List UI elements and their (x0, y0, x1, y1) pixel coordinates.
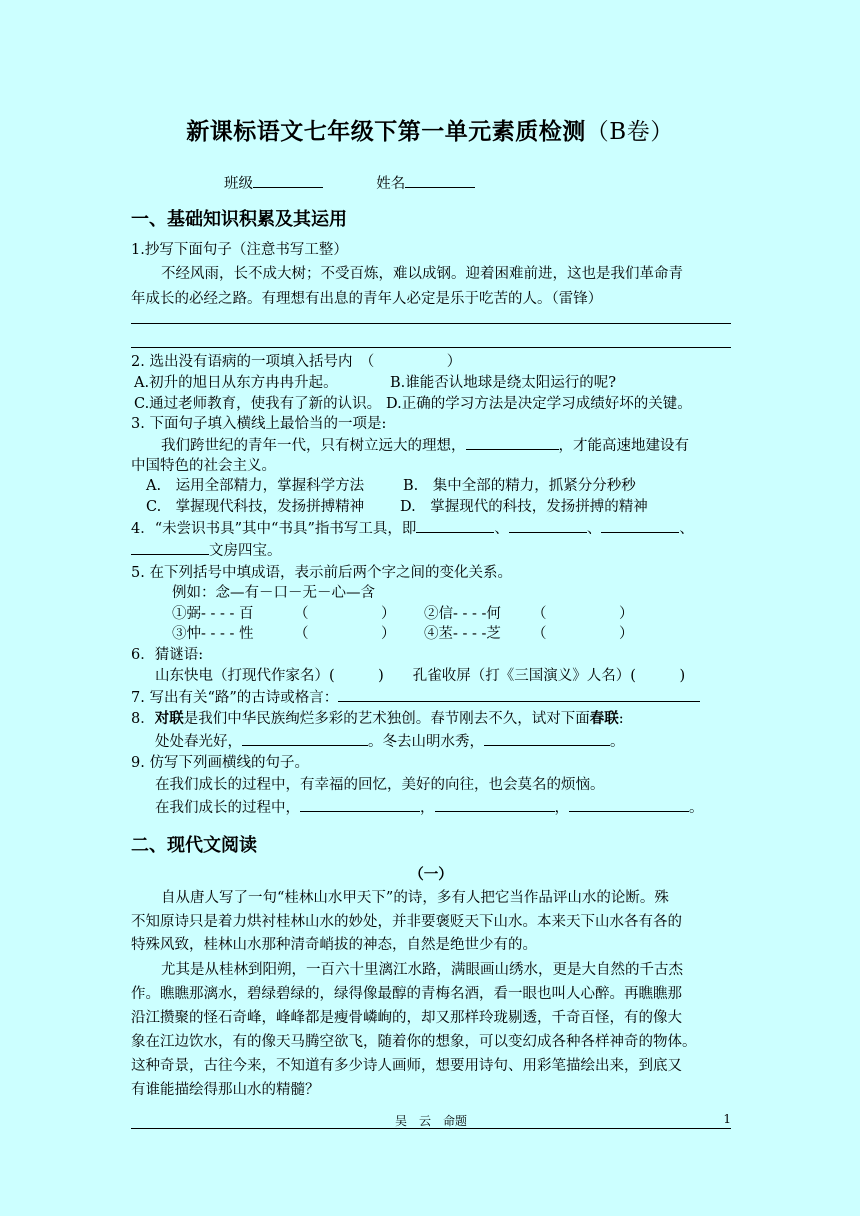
q4-line1 (131, 518, 731, 539)
title-text: 新课标语文七年级下第一单元素质检测 (186, 118, 586, 145)
q2-option-b: B.谁能否认地球是绕太阳运行的呢? (390, 375, 617, 391)
q6-riddles: 山东快电（打现代作家名）( ) 孔雀收屏（打《三国演义》人名）( ) (155, 668, 686, 684)
q4-blank-2[interactable] (509, 518, 587, 533)
q9-prompt: 9. 仿写下列画横线的句子。 (131, 755, 309, 771)
reading-p2-line5: 这种奇景，古往今来，不知道有多少诗人画师，想要用诗句、用彩笔描绘出来，到底又 (131, 1058, 682, 1074)
q3-prompt: 3. 下面句子填入横线上最恰当的一项是: (131, 416, 387, 432)
q3-text-a: 我们跨世纪的青年一代，只有树立远大的理想， (161, 438, 466, 454)
footer-author: 吴 云 命题 (394, 1114, 467, 1128)
q8-couplet-end: 。 (610, 734, 625, 750)
q3-option-d: D. 掌握现代的科技，发扬拼搏的精神 (400, 499, 648, 515)
q9-answer (155, 797, 755, 818)
q4-blank-4[interactable] (131, 540, 209, 555)
q5-example: 例如：念—有－口－无－心—含 (172, 585, 375, 601)
q4-separator: 、 (494, 521, 509, 537)
q8-number: 8． (131, 711, 155, 727)
title-suffix: （B卷） (585, 119, 674, 145)
q8-prompt (131, 709, 731, 729)
name-blank[interactable] (405, 173, 475, 188)
q8-bold-term: 对联 (154, 710, 184, 727)
q5-item-1: ①弼- - - - 百 (172, 606, 254, 622)
q9-blank-1[interactable] (300, 797, 420, 812)
section-heading-1: 一、基础知识积累及其运用 (131, 209, 347, 230)
q5-item-4: ④苤- - - -芝 (424, 626, 501, 642)
q7-blank[interactable] (338, 687, 700, 702)
q6-prompt: 6．猜谜语: (131, 647, 204, 663)
q4-blank-3[interactable] (601, 518, 679, 533)
q9-blank-3[interactable] (569, 797, 689, 812)
q8-couplet-start: 处处春光好， (155, 734, 242, 750)
q4-line2 (131, 540, 731, 561)
q5-prompt: 5. 在下列括号中填成语，表示前后两个字之间的变化关系。 (131, 565, 512, 581)
reading-p2-line6: 有谁能描绘得那山水的精髓？ (131, 1082, 320, 1098)
q2-option-a: A.初升的旭日从东方冉冉升起。 (134, 375, 338, 391)
q9-comma: ， (554, 800, 569, 816)
q8-blank-1[interactable] (242, 731, 368, 746)
q1-text-line1: 不经风雨，长不成大树；不受百炼，难以成钢。迎着困难前进，这也是我们革命青 (161, 266, 683, 282)
q8-blank-2[interactable] (484, 731, 610, 746)
q5-item-3: ③忡- - - - 性 (172, 626, 254, 642)
q3-option-a: A. 运用全部精力，掌握科学方法 (146, 478, 365, 494)
reading-p1-line1: 自从唐人写了一句“桂林山水甲天下”的诗，多有人把它当作品评山水的论断。殊 (161, 890, 669, 906)
q4-separator: 、 (586, 521, 602, 537)
q3-text-b: ，才能高速地建设有 (558, 438, 689, 454)
reading-p2-line1: 尤其是从桂林到阳朔，一百六十里漓江水路，满眼画山绣水，更是大自然的千古杰 (161, 962, 683, 978)
q3-blank[interactable] (466, 435, 559, 450)
section-heading-2: 二、现代文阅读 (131, 835, 257, 856)
reading-p2-line3: 沿江攒聚的怪石奇峰，峰峰都是瘦骨嶙峋的，却又那样玲珑剔透，千奇百怪，有的像大 (131, 1010, 682, 1026)
q9-answer-prefix: 在我们成长的过程中， (155, 800, 300, 816)
q3-option-b: B. 集中全部的精力，抓紧分分秒秒 (403, 478, 636, 494)
class-name-row (224, 173, 824, 194)
q4-blank-1[interactable] (416, 518, 494, 533)
reading-p2-line2: 作。瞧瞧那漓水，碧绿碧绿的，绿得像最醇的青梅名酒，看一眼也叫人心醉。再瞧瞧那 (131, 986, 682, 1002)
q8-bold-term-2: 春联 (589, 710, 619, 727)
q4-end: 文房四宝。 (209, 543, 282, 559)
name-label: 姓名 (376, 176, 406, 192)
q3-text-line2: 中国特色的社会主义。 (131, 458, 276, 474)
q7-line (131, 687, 731, 708)
q5-paren-3[interactable]: （ ） (294, 626, 396, 642)
q9-comma: ， (420, 800, 435, 816)
page-number: 1 (723, 1112, 731, 1126)
q9-end: 。 (689, 800, 704, 816)
q9-blank-2[interactable] (435, 797, 555, 812)
q1-answer-line-2[interactable] (131, 347, 731, 348)
q5-paren-2[interactable]: （ ） (532, 606, 634, 622)
q4-prompt: 4．“未尝识书具”其中“书具”指书写工具，即 (131, 521, 417, 537)
q9-text: 在我们成长的过程中，有幸福的回忆，美好的向往，也会莫名的烦恼。 (155, 777, 605, 793)
q2-option-d: D.正确的学习方法是决定学习成绩好坏的关键。 (386, 396, 692, 412)
q2-prompt: 2. 选出没有语病的一项填入括号内 （ ） (131, 354, 462, 370)
q8-text: 是我们中华民族绚烂多彩的艺术独创。春节刚去不久，试对下面 (183, 711, 590, 727)
q1-text-line2: 年成长的必经之路。有理想有出息的青年人必定是乐于吃苦的人。（雷锋） (131, 291, 603, 307)
q8-colon: : (618, 711, 624, 727)
q4-separator: 、 (679, 521, 694, 537)
q3-option-c: C. 掌握现代科技，发扬拼搏精神 (146, 499, 365, 515)
q1-answer-line-1[interactable] (131, 323, 731, 324)
q1-prompt: 1.抄写下面句子（注意书写工整） (131, 242, 348, 258)
reading-heading: （一） (409, 866, 453, 883)
reading-p2-line4: 象在江边饮水，有的像天马腾空欲飞，随着你的想象，可以变幻成各种各样神奇的物体。 (131, 1034, 697, 1050)
q8-couplet-mid: 。冬去山明水秀， (368, 734, 484, 750)
class-blank[interactable] (253, 173, 323, 188)
q5-item-2: ②信- - - -何 (424, 606, 501, 622)
q2-option-c: C.通过老师教育，使我有了新的认识。 (134, 396, 382, 412)
class-label: 班级 (224, 176, 253, 192)
q5-paren-1[interactable]: （ ） (294, 606, 396, 622)
reading-p1-line2: 不知原诗只是着力烘衬桂林山水的妙处，并非要褒贬天下山水。本来天下山水各有各的 (131, 914, 682, 930)
q3-text-line1 (131, 435, 761, 456)
q7-prompt: 7. 写出有关“路”的古诗或格言： (131, 690, 339, 706)
reading-p1-line3: 特殊风致，桂林山水那种清奇峭拔的神态，自然是绝世少有的。 (131, 937, 537, 953)
footer-rule (131, 1128, 731, 1129)
q8-couplet (155, 731, 755, 752)
q5-paren-4[interactable]: （ ） (532, 626, 634, 642)
page-title (0, 113, 860, 146)
